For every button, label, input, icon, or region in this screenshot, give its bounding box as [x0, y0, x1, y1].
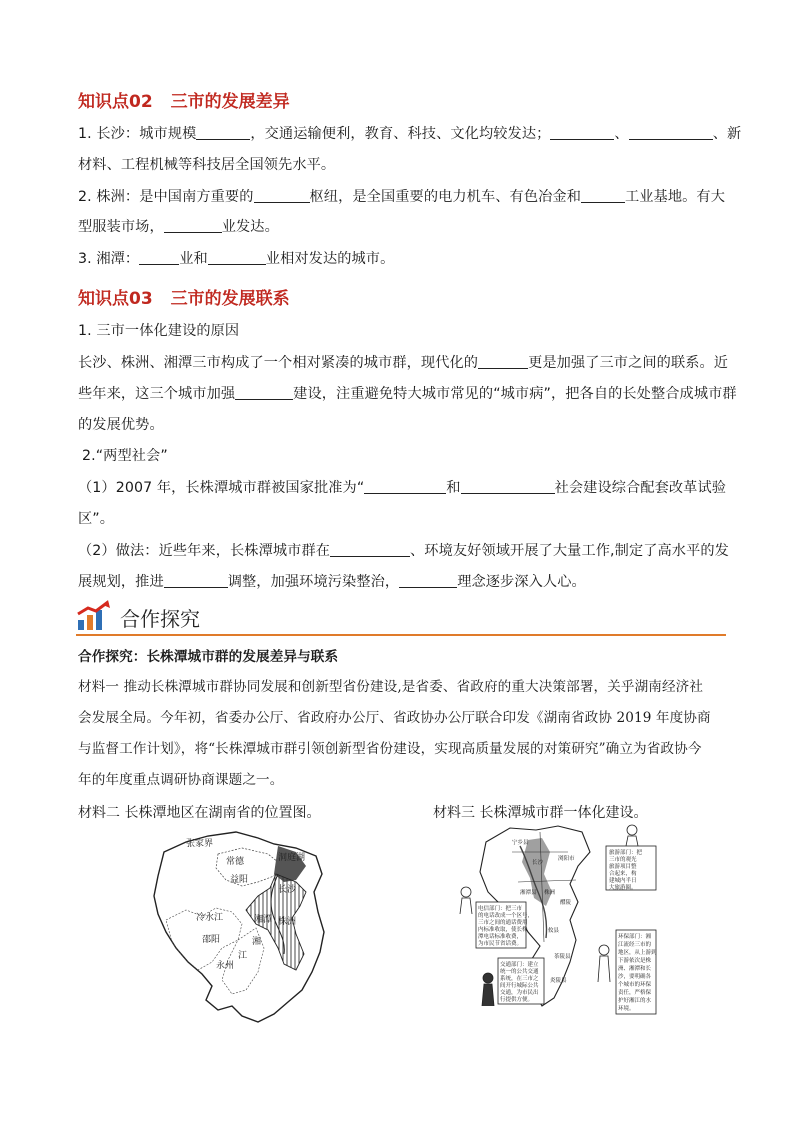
text: 、环境友好领域开展了大量工作,制定了高水平的发 — [410, 543, 729, 559]
fill-blank[interactable] — [399, 573, 457, 588]
bubble-text: 交通部门：建立 — [500, 962, 539, 968]
kp02-title: 三市的发展差异 — [170, 92, 290, 112]
kp03-line-5: 2.“两型社会” — [82, 448, 168, 464]
text: 型服装市场， — [78, 219, 164, 235]
bubble-text: 交通，为市民出 — [500, 990, 539, 996]
bubble-text: 三市之间的通话费用 — [478, 920, 528, 926]
tourism-officer-figure — [626, 825, 638, 846]
map-label-lengshuijiang: 冷水江 — [196, 913, 224, 923]
text: 长沙、株洲、湘潭三市构成了一个相对紧凑的城市群，现代化的 — [78, 355, 479, 371]
bubble-text: 系统，在三市之 — [500, 976, 539, 982]
bubble-text: 建城内半日 — [609, 878, 637, 884]
kp03-line-9 — [78, 573, 586, 591]
fill-blank[interactable] — [364, 479, 446, 494]
bubble-text: 个城市的环保 — [618, 982, 652, 988]
kp03-line-7: 区”。 — [78, 511, 115, 527]
bubble-text: 间开行城际公共 — [500, 983, 539, 989]
fill-blank[interactable] — [164, 573, 228, 588]
text: 业相对发达的城市。 — [265, 251, 395, 267]
kp02-line-1 — [78, 125, 741, 143]
text: （2）做法：近些年来，长株潭城市群在 — [78, 543, 331, 559]
map-label-changsha: 长沙 — [532, 860, 544, 866]
kp03-line-8 — [78, 542, 729, 560]
material-1-line-3: 与监督工作计划》，将“长株潭城市群引领创新型省份建设，实现高质量发展的对策研究”确立为省政协今 — [78, 741, 702, 757]
fill-blank[interactable] — [208, 250, 266, 265]
bubble-text: 洲、湘潭和长 — [618, 966, 652, 972]
fill-blank[interactable] — [629, 125, 713, 140]
kp03-heading — [78, 284, 290, 309]
kp02-line-2: 材料、工程机械等科技居全国领先水平。 — [78, 157, 336, 173]
map-label-jiang: 江 — [238, 951, 248, 961]
bubble-text: 为市民节省话费。 — [478, 941, 523, 947]
text: 调整，加强环境污染整治， — [227, 574, 400, 590]
hunan-location-map — [146, 830, 358, 1026]
material-3-caption: 材料三 长株潭城市群一体化建设。 — [433, 805, 648, 821]
environment-officer-figure — [598, 945, 610, 982]
text: 些年来，这三个城市加强 — [78, 386, 236, 402]
bubble-text: 的电话改成一个区号， — [478, 913, 534, 919]
cooperation-section-header — [76, 600, 726, 636]
text: 社会建设综合配套改革试验 — [554, 480, 727, 496]
text: 理念逐步深入人心。 — [457, 574, 586, 590]
bubble-text: 责任，严格保 — [618, 990, 652, 996]
telecom-officer-figure — [460, 887, 472, 914]
text: 1. 长沙：城市规模 — [78, 126, 197, 142]
bubble-text: 护好湘江的水 — [618, 998, 652, 1004]
map-label-yiyang: 益阳 — [230, 875, 249, 885]
text: 、 — [614, 126, 629, 142]
map-label-changsha: 长沙 — [278, 885, 297, 895]
map-label-youxian: 攸县 — [548, 928, 560, 934]
bubble-text: 旅游部门：把 — [609, 850, 643, 856]
bubble-text: 合起来，构 — [609, 871, 637, 877]
map-label-xiangtanxian: 湘潭县 — [520, 890, 537, 896]
fill-blank[interactable] — [164, 218, 222, 233]
growth-chart-icon — [76, 600, 112, 632]
fill-blank[interactable] — [139, 250, 179, 265]
map-label-liling: 醴陵 — [560, 900, 572, 906]
section-rule — [76, 634, 726, 636]
bubble-text: 环境。 — [618, 1006, 635, 1012]
material-2-caption: 材料二 长株潭地区在湖南省的位置图。 — [78, 805, 321, 821]
text: 、新 — [712, 126, 742, 142]
fill-blank[interactable] — [461, 479, 555, 494]
text: 建设，注重避免特大城市常见的“城市病”，把各自的长处整合成城市群 — [293, 386, 737, 402]
map-label-liuyang: 浏阳市 — [558, 856, 575, 862]
bubble-text: 行提供方便。 — [500, 997, 534, 1003]
bubble-text: 电信部门：把三市 — [478, 906, 523, 912]
coop-subtitle: 合作探究：长株潭城市群的发展差异与联系 — [78, 649, 339, 665]
kp03-line-2 — [78, 354, 728, 372]
material-1-line-2: 会发展全局。今年初，省委办公厅、省政府办公厅、省政协办公厅联合印发《湖南省政协 2019 年度协商 — [78, 710, 711, 726]
text: 和 — [446, 480, 461, 496]
text: （1）2007 年，长株潭城市群被国家批准为“ — [78, 480, 365, 496]
map-label-zhangjiajie: 张家界 — [186, 839, 214, 849]
bubble-text: 沙，要明确各 — [618, 974, 652, 980]
text: 业和 — [179, 251, 208, 267]
map-label-yanling: 炎陵县 — [550, 978, 567, 984]
map-label-changde: 常德 — [226, 857, 245, 867]
bubble-text: 潭电话标准收费， — [478, 934, 523, 940]
fill-blank[interactable] — [581, 188, 625, 203]
fill-blank[interactable] — [478, 354, 528, 369]
text: 展规划，推进 — [78, 574, 164, 590]
map-label-zhuzhou: 株洲 — [278, 917, 297, 927]
kp03-line-4: 的发展优势。 — [78, 417, 164, 433]
text: 2. 株洲：是中国南方重要的 — [78, 189, 254, 205]
section-title: 合作探究 — [120, 607, 200, 631]
kp02-line-5 — [78, 250, 394, 268]
bubble-text: 三市的观光 — [609, 857, 637, 863]
bubble-text: 内标准收取，使长株 — [478, 927, 528, 933]
kp03-title: 三市的发展联系 — [170, 289, 290, 309]
map-label-chaling: 茶陵县 — [554, 954, 571, 960]
text: 业发达。 — [221, 219, 279, 235]
bubble-text: 环保部门：湘 — [618, 934, 652, 940]
map-label-shaoyang: 邵阳 — [202, 935, 221, 945]
map-label-xiangtan: 湘潭 — [254, 915, 273, 925]
map-label-zhuzhou: 株洲 — [544, 890, 556, 896]
map-label-yongzhou: 永州 — [216, 961, 235, 971]
bubble-text: 江流经三市的 — [618, 942, 652, 948]
material-1-line-1: 材料一 推动长株潭城市群协同发展和创新型省份建设,是省委、省政府的重大决策部署，关乎湖南经济社 — [78, 679, 704, 695]
fill-blank[interactable] — [254, 188, 310, 203]
fill-blank[interactable] — [235, 385, 293, 400]
bubble-text: 旅游项目整 — [609, 864, 637, 870]
kp02-label: 知识点02 — [78, 92, 153, 112]
integration-illustration — [458, 822, 664, 1030]
text: 3. 湘潭： — [78, 251, 140, 267]
material-1-line-4: 年的年度重点调研协商课题之一。 — [78, 772, 284, 788]
kp03-line-3 — [78, 385, 737, 403]
bubble-text: 地区，从上游到 — [618, 950, 657, 956]
transport-officer-figure — [482, 973, 494, 1006]
kp02-line-3 — [78, 188, 725, 206]
bubble-text: 统一的公共交通 — [500, 969, 539, 975]
kp02-heading — [78, 87, 290, 112]
map-label-ningxiang: 宁乡县 — [512, 840, 529, 846]
fill-blank[interactable] — [330, 542, 410, 557]
map-label-xiang: 湘 — [252, 937, 262, 947]
text: 工业基地。有大 — [624, 189, 725, 205]
text: 更是加强了三市之间的联系。近 — [528, 355, 729, 371]
fill-blank[interactable] — [550, 125, 614, 140]
kp03-line-1: 1. 三市一体化建设的原因 — [78, 323, 240, 339]
bubble-text: 大旅游圈。 — [609, 885, 637, 891]
kp03-label: 知识点03 — [78, 289, 153, 309]
text: ，交通运输便利，教育、科技、文化均较发达； — [250, 126, 551, 142]
fill-blank[interactable] — [196, 125, 250, 140]
map-label-dongting: 洞庭湖 — [278, 853, 306, 863]
bubble-text: 下游依次是株 — [618, 958, 652, 964]
text: 枢纽，是全国重要的电力机车、有色冶金和 — [309, 189, 581, 205]
kp03-line-6 — [78, 479, 726, 497]
kp02-line-4 — [78, 218, 279, 236]
